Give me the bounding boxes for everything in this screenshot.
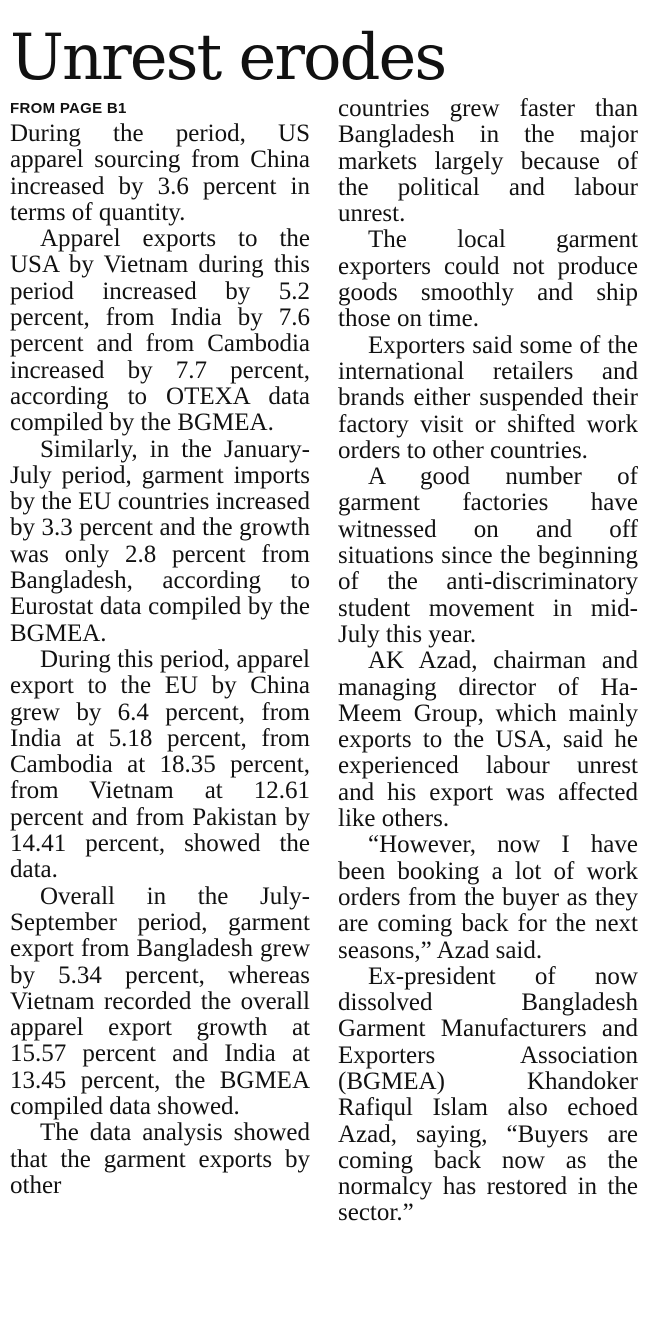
paragraph: Exporters said some of the international retailers and brands either suspended their factory visit or shifted work orders to other countries.	[338, 331, 638, 464]
article-column-left	[10, 99, 310, 1199]
paragraph: Ex-president of now dissolved Bangladesh Garment Manufacturers and Exporters Association (BGMEA) Khandoker Rafiqul Islam also echoed Azad, saying, “Buyers are coming back now as the normalcy has restored in the sector.”	[338, 962, 638, 1227]
paragraph: The data analysis showed that the garment exports by other	[10, 1119, 310, 1199]
paragraph: AK Azad, chairman and managing director of Ha-Meem Group, which mainly exports to the USA, said he experienced labour unrest and his export was affected like others.	[338, 647, 638, 833]
article-column-right	[338, 96, 638, 1227]
paragraph: The local garment exporters could not produce goods smoothly and ship those on time.	[338, 226, 638, 333]
jump-label: FROM PAGE B1	[10, 100, 127, 117]
paragraph: Overall in the July-September period, garment export from Bangladesh grew by 5.34 percent, whereas Vietnam recorded the overall apparel export growth at 15.57 percent and India at 13.45 percent, the BGMEA compiled data showed.	[10, 882, 310, 1120]
paragraph: During the period, US apparel sourcing from China increased by 3.6 percent in terms of quantity.	[10, 120, 310, 226]
paragraph: “However, now I have been booking a lot of work orders from the buyer as they are coming back for the next seasons,” Azad said.	[338, 831, 638, 964]
paragraph: Similarly, in the January-July period, garment imports by the EU countries increased by 3.3 percent and the growth was only 2.8 percent from Bangladesh, according to Eurostat data compiled by the BGMEA.	[10, 435, 310, 647]
paragraph: During this period, apparel export to the EU by China grew by 6.4 percent, from India at 5.18 percent, from Cambodia at 18.35 percent, from Vietnam at 12.61 percent and from Pakistan by 14.41 percent, showed the data.	[10, 645, 310, 884]
paragraph: countries grew faster than Bangladesh in the major markets largely because of the political and labour unrest.	[338, 95, 638, 228]
headline: Unrest erodes	[10, 21, 446, 95]
paragraph: A good number of garment factories have witnessed on and off situations since the beginning of the anti-discriminatory student movement in mid-July this year.	[338, 463, 638, 648]
paragraph: Apparel exports to the USA by Vietnam during this period increased by 5.2 percent, from India by 7.6 percent and from Cambodia increased by 7.7 percent, according to OTEXA data compiled by the BGMEA.	[10, 225, 310, 437]
